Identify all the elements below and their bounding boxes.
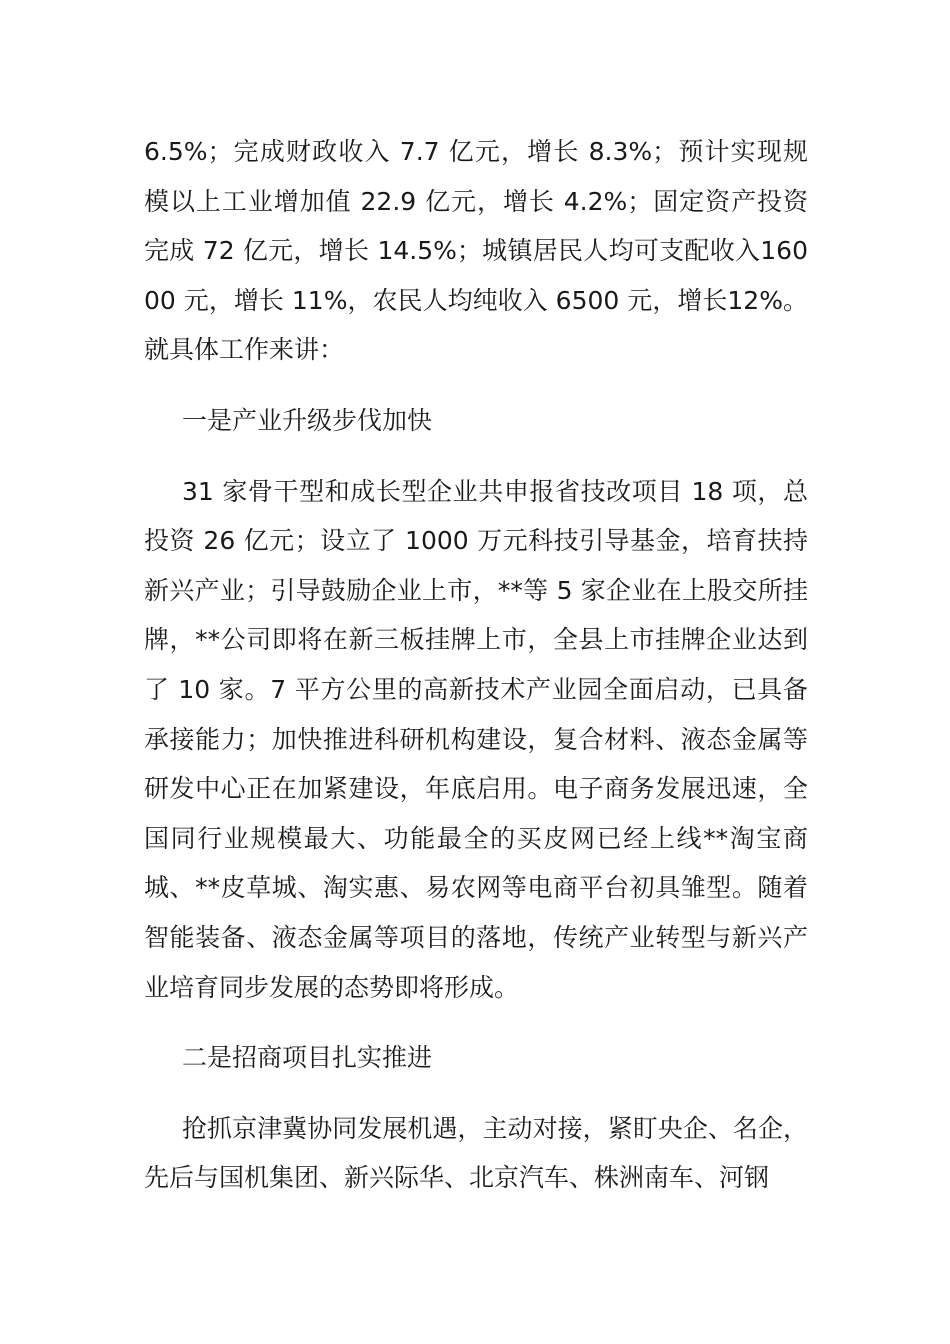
section-heading-industry-upgrade: 一是产业升级步伐加快 bbox=[182, 405, 433, 435]
paragraph-statistics-summary: 6.5%；完成财政收入 7.7 亿元，增长 8.3%；预计实现规模以上工业增加值 22.9 亿元，增长 4.2%；固定资产投资完成 72 亿元，增长 14.5%；城镇居民人均可支配收入16000 元，增长 11%，农民人均纯收入 6500 元，增长12%。就具体工作来讲： bbox=[144, 137, 808, 365]
paragraph-gap bbox=[144, 375, 808, 396]
paragraph-investment-projects: 抢抓京津冀协同发展机遇，主动对接，紧盯央企、名企，先后与国机集团、新兴际华、北京汽车、株洲南车、河钢 bbox=[144, 1113, 808, 1193]
document-body bbox=[144, 127, 808, 1203]
section-heading-investment-projects: 二是招商项目扎实推进 bbox=[182, 1043, 433, 1073]
paragraph-gap bbox=[144, 1012, 808, 1033]
paragraph-industry-upgrade: 31 家骨干型和成长型企业共申报省技改项目 18 项，总投资 26 亿元；设立了 1000 万元科技引导基金，培育扶持新兴产业；引导鼓励企业上市，**等 5 家企业在上股交所挂牌，**公司即将在新三板挂牌上市，全县上市挂牌企业达到了 10 家。7 平方公里的高新技术产业园全面启动，已具备承接能力；加快推进科研机构建设，复合材料、液态金属等研发中心正在加紧建设，年底启用。电子商务发展迅速，全国同行业规模最大、功能最全的买皮网已经上线**淘宝商城、**皮草城、淘实惠、易农网等电商平台初具雏型。随着智能装备、液态金属等项目的落地，传统产业转型与新兴产业培育同步发展的态势即将形成。 bbox=[144, 476, 808, 1002]
paragraph-gap bbox=[144, 446, 808, 467]
paragraph-gap bbox=[144, 1083, 808, 1104]
